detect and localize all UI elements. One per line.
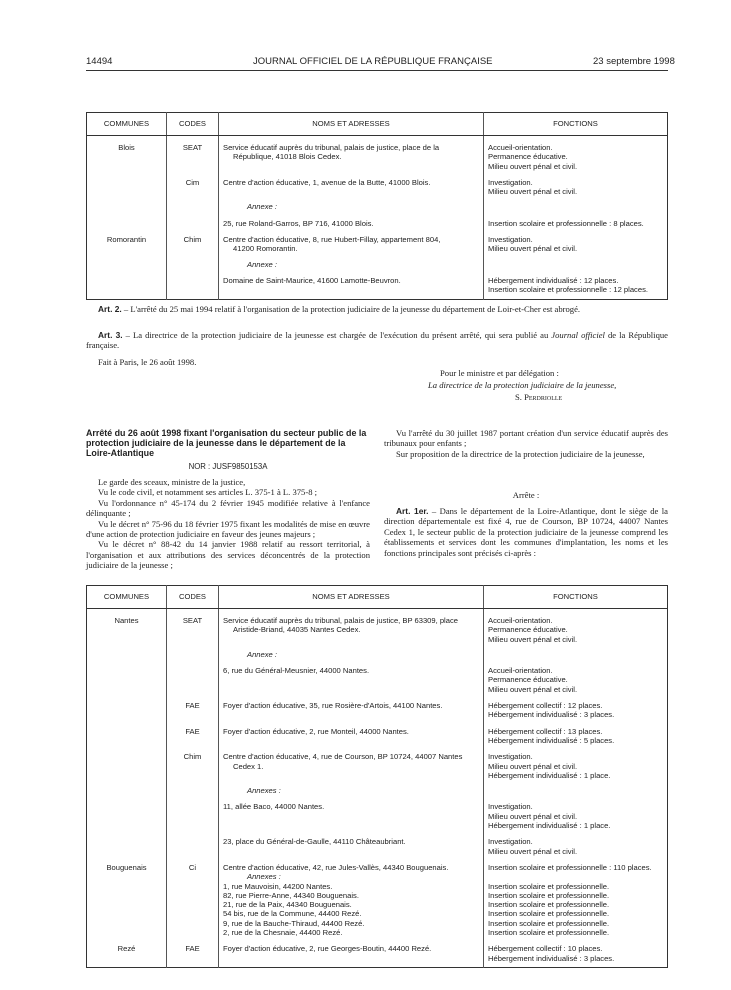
commune-cell — [87, 745, 167, 780]
table-row — [87, 196, 668, 211]
col-header-communes: COMMUNES — [87, 113, 167, 136]
commune-cell — [87, 212, 167, 228]
adresse-cell — [219, 212, 484, 228]
adresse-cell-line: Annexes : — [247, 786, 281, 796]
code-cell — [167, 919, 219, 928]
commune-cell — [87, 694, 167, 720]
fonctions-cell — [484, 659, 668, 694]
code-cell: Cim — [167, 171, 219, 197]
adresse-cell-line: Annexes : — [247, 872, 281, 882]
code-cell — [167, 780, 219, 795]
article-3-journal-name: Journal officiel — [551, 330, 605, 340]
adresse-cell-line: 23, place du Général-de-Gaulle, 44110 Châteaubriant. — [223, 837, 406, 847]
adresse-cell-line: Centre d'action éducative, 42, rue Jules-Vallès, 44340 Bouguenais. — [223, 862, 449, 872]
commune-cell: Rezé — [87, 937, 167, 967]
fonctions-cell-line: Hébergement individualisé : 1 place. — [488, 821, 611, 831]
fonctions-cell — [484, 212, 668, 228]
code-cell: FAE — [167, 720, 219, 746]
adresse-cell — [219, 937, 484, 967]
fonctions-cell — [484, 780, 668, 795]
fonctions-cell — [484, 254, 668, 269]
col-header-noms: NOMS ET ADRESSES — [219, 113, 484, 136]
adresse-cell-line: 6, rue du Général-Meusnier, 44000 Nantes. — [223, 666, 370, 676]
adresse-cell-line: 41200 Romorantin. — [233, 244, 298, 254]
fonctions-cell-line: Accueil-orientation. — [488, 666, 553, 676]
adresse-cell — [219, 919, 484, 928]
fonctions-cell — [484, 269, 668, 299]
fonctions-cell-line: Insertion scolaire et professionnelle : 8 places. — [488, 218, 644, 228]
adresse-cell-line: Annexe : — [247, 649, 277, 659]
signature-name: S. Perdriolle — [515, 392, 563, 402]
table-row — [87, 919, 668, 928]
commune-cell — [87, 254, 167, 269]
fonctions-cell-line: Hébergement individualisé : 1 place. — [488, 770, 611, 780]
article-2 — [86, 304, 668, 314]
fonctions-cell — [484, 919, 668, 928]
adresse-cell-line: Centre d'action éducative, 1, avenue de la Butte, 41000 Blois. — [223, 177, 431, 187]
visa-paragraph: Vu le décret n° 75-96 du 18 février 1975 fixant les modalités de mise en œuvre d'une action de protection judiciaire en faveur des jeunes majeurs ; — [86, 518, 370, 540]
commune-cell: Bouguenais — [87, 856, 167, 872]
fonctions-cell-line: Milieu ouvert pénal et civil. — [488, 634, 578, 644]
table-row — [87, 269, 668, 299]
adresse-cell — [219, 720, 484, 746]
adresse-cell-line: 54 bis, rue de la Commune, 44400 Rezé. — [223, 909, 362, 919]
article-3 — [86, 330, 668, 351]
adresse-cell-line: Annexe : — [247, 259, 277, 269]
commune-cell — [87, 830, 167, 856]
table-row — [87, 212, 668, 228]
visa-paragraph: Vu l'arrêté du 30 juillet 1987 portant création d'un service éducatif auprès des tribunaux pour enfants ; — [384, 428, 668, 449]
publication-date: 23 septembre 1998 — [593, 56, 675, 67]
article-3-text-a: – La directrice de la protection judiciaire de la jeunesse est chargée de l'exécution du présent arrêté, qui sera publié au — [122, 330, 552, 340]
fonctions-cell — [484, 196, 668, 211]
arrete-visas-left — [86, 477, 370, 571]
fonctions-cell-line: Milieu ouvert pénal et civil. — [488, 684, 578, 694]
adresse-cell-line: Centre d'action éducative, 4, rue de Courson, BP 10724, 44007 Nantes — [223, 752, 463, 762]
article-2-label: Art. 2. — [98, 304, 122, 314]
table-row — [87, 644, 668, 659]
table-row — [87, 720, 668, 746]
fonctions-cell-line: Permanence éducative. — [488, 625, 568, 635]
fonctions-cell — [484, 937, 668, 967]
adresse-cell-line: Cedex 1. — [233, 761, 264, 771]
adresse-cell — [219, 269, 484, 299]
fonctions-cell-line: Investigation. — [488, 235, 533, 245]
fonctions-cell-line: Accueil-orientation. — [488, 143, 553, 152]
table-row — [87, 171, 668, 197]
fonctions-cell-line: Hébergement individualisé : 3 places. — [488, 710, 615, 720]
adresse-cell — [219, 795, 484, 830]
fonctions-cell-line: Milieu ouvert pénal et civil. — [488, 244, 578, 254]
adresse-cell-line: 25, rue Roland-Garros, BP 716, 41000 Blois. — [223, 218, 374, 228]
article-1-label: Art. 1er. — [396, 506, 429, 516]
code-cell: Ci — [167, 856, 219, 872]
adresse-cell-line: République, 41018 Blois Cedex. — [233, 152, 342, 162]
fonctions-cell-line: Hébergement collectif : 12 places. — [488, 701, 603, 711]
commune-cell — [87, 882, 167, 891]
visa-paragraph: Vu le code civil, et notamment ses articles L. 375-1 à L. 375-8 ; — [98, 487, 318, 498]
commune-cell — [87, 659, 167, 694]
adresse-cell — [219, 609, 484, 644]
code-cell — [167, 196, 219, 211]
visa-paragraph: Le garde des sceaux, ministre de la justice, — [98, 477, 246, 487]
table-row — [87, 659, 668, 694]
table-row — [87, 900, 668, 909]
table-row — [87, 937, 668, 967]
signature-delegation: Pour le ministre et par délégation : — [440, 368, 559, 378]
fonctions-cell-line: Hébergement individualisé : 12 places. — [488, 275, 619, 285]
table-row — [87, 872, 668, 881]
fonctions-cell-line: Insertion scolaire et professionnelle. — [488, 890, 610, 900]
table-row — [87, 830, 668, 856]
fonctions-cell-line: Accueil-orientation. — [488, 616, 553, 625]
fonctions-cell — [484, 694, 668, 720]
adresse-cell-line: 2, rue de la Chesnaie, 44400 Rezé. — [223, 928, 343, 938]
code-cell — [167, 830, 219, 856]
article-1 — [384, 506, 668, 558]
fonctions-cell — [484, 136, 668, 171]
code-cell — [167, 891, 219, 900]
col-header-fonctions: FONCTIONS — [484, 113, 668, 136]
commune-cell: Romorantin — [87, 228, 167, 254]
fonctions-cell — [484, 228, 668, 254]
commune-cell — [87, 891, 167, 900]
fonctions-cell-line: Milieu ouvert pénal et civil. — [488, 161, 578, 171]
adresse-cell-line: 1, rue Mauvoisin, 44200 Nantes. — [223, 881, 333, 891]
fonctions-cell-line: Milieu ouvert pénal et civil. — [488, 846, 578, 856]
arrete-label: Arrête : — [512, 490, 540, 500]
code-cell — [167, 269, 219, 299]
fonctions-cell — [484, 745, 668, 780]
adresse-cell-line: 11, allée Baco, 44000 Nantes. — [223, 802, 325, 812]
code-cell: SEAT — [167, 136, 219, 171]
code-cell — [167, 928, 219, 937]
code-cell: Chim — [167, 228, 219, 254]
adresse-cell — [219, 694, 484, 720]
adresse-cell-line: Aristide-Briand, 44035 Nantes Cedex. — [233, 625, 361, 635]
adresse-cell — [219, 872, 484, 881]
commune-cell — [87, 928, 167, 937]
commune-cell — [87, 644, 167, 659]
table-row — [87, 254, 668, 269]
fonctions-cell-line: Hébergement individualisé : 3 places. — [488, 953, 615, 963]
commune-cell: Nantes — [87, 609, 167, 644]
fonctions-cell-line: Permanence éducative. — [488, 152, 568, 162]
article-3-label: Art. 3. — [98, 330, 123, 340]
commune-cell — [87, 780, 167, 795]
table-row — [87, 909, 668, 918]
signature-title: La directrice de la protection judiciaire de la jeunesse, — [428, 380, 617, 390]
fonctions-cell-line: Insertion scolaire et professionnelle. — [488, 909, 610, 919]
page-number: 14494 — [86, 56, 113, 67]
nor-reference: NOR : JUSF9850153A — [188, 462, 268, 471]
fonctions-cell — [484, 909, 668, 918]
fonctions-cell — [484, 872, 668, 881]
table-row — [87, 228, 668, 254]
commune-cell — [87, 171, 167, 197]
commune-cell — [87, 900, 167, 909]
adresse-cell — [219, 856, 484, 872]
fonctions-cell — [484, 830, 668, 856]
table-row — [87, 694, 668, 720]
code-cell — [167, 644, 219, 659]
table-row — [87, 780, 668, 795]
code-cell — [167, 795, 219, 830]
adresse-cell — [219, 171, 484, 197]
table-row — [87, 609, 668, 644]
fonctions-cell-line: Insertion scolaire et professionnelle : 12 places. — [488, 285, 648, 295]
adresse-cell — [219, 928, 484, 937]
table-blois-romorantin — [86, 112, 668, 300]
fonctions-cell — [484, 856, 668, 872]
table-row — [87, 928, 668, 937]
table-loire-atlantique — [86, 585, 668, 968]
commune-cell — [87, 196, 167, 211]
arrete-visas-right — [384, 428, 668, 459]
adresse-cell — [219, 659, 484, 694]
adresse-cell-line: Annexe : — [247, 202, 277, 212]
fait-a-paris: Fait à Paris, le 26 août 1998. — [98, 357, 197, 367]
fonctions-cell-line: Insertion scolaire et professionnelle. — [488, 918, 610, 928]
article-1-text: – Dans le département de la Loire-Atlantique, dont le siège de la direction départementale est fixé 4, rue de Courson, BP 10724, 44007 Nantes Cedex 1, le secteur public de la protection judiciaire de la jeunesse comprend les établissements et services dont les communes d'implantation, les noms et les fonctions principales sont précisés ci-après : — [384, 506, 668, 558]
journal-title: JOURNAL OFFICIEL DE LA RÉPUBLIQUE FRANÇAISE — [253, 56, 493, 67]
code-cell — [167, 882, 219, 891]
fonctions-cell-line: Investigation. — [488, 177, 533, 187]
fonctions-cell-line: Hébergement collectif : 10 places. — [488, 944, 603, 954]
adresse-cell-line: Foyer d'action éducative, 2, rue Georges-Boutin, 44400 Rezé. — [223, 944, 432, 954]
adresse-cell — [219, 780, 484, 795]
fonctions-cell-line: Investigation. — [488, 837, 533, 847]
commune-cell — [87, 269, 167, 299]
adresse-cell — [219, 644, 484, 659]
article-2-text: – L'arrêté du 25 mai 1994 relatif à l'organisation de la protection judiciaire de la jeunesse du département de Loir-et-Cher est abrogé. — [121, 304, 581, 314]
adresse-cell — [219, 830, 484, 856]
code-cell: FAE — [167, 694, 219, 720]
fonctions-cell — [484, 882, 668, 891]
code-cell: Chim — [167, 745, 219, 780]
col-header-codes: CODES — [167, 113, 219, 136]
table-row — [87, 891, 668, 900]
visa-paragraph: Sur proposition de la directrice de la protection judiciaire de la jeunesse, — [396, 448, 645, 459]
code-cell: SEAT — [167, 609, 219, 644]
fonctions-cell — [484, 720, 668, 746]
adresse-cell-line: Foyer d'action éducative, 35, rue Rosière-d'Artois, 44100 Nantes. — [223, 701, 443, 711]
code-cell — [167, 659, 219, 694]
fonctions-cell-line: Insertion scolaire et professionnelle. — [488, 881, 610, 891]
adresse-cell-line: Service éducatif auprès du tribunal, palais de justice, place de la — [223, 143, 440, 152]
adresse-cell — [219, 136, 484, 171]
table-row — [87, 882, 668, 891]
table-row — [87, 136, 668, 171]
fonctions-cell-line: Milieu ouvert pénal et civil. — [488, 187, 578, 197]
commune-cell — [87, 795, 167, 830]
fonctions-cell — [484, 928, 668, 937]
fonctions-cell-line: Insertion scolaire et professionnelle : 110 places. — [488, 862, 652, 872]
fonctions-cell-line: Permanence éducative. — [488, 675, 568, 685]
adresse-cell-line: Service éducatif auprès du tribunal, palais de justice, BP 63309, place — [223, 616, 458, 625]
commune-cell — [87, 872, 167, 881]
fonctions-cell — [484, 644, 668, 659]
commune-cell — [87, 919, 167, 928]
arrete-title: Arrêté du 26 août 1998 fixant l'organisation du secteur public de la protection judiciaire de la jeunesse dans le département de la Loire-Atlantique — [86, 428, 367, 459]
adresse-cell — [219, 254, 484, 269]
fonctions-cell — [484, 891, 668, 900]
col-header-codes: CODES — [167, 586, 219, 609]
adresse-cell-line: Centre d'action éducative, 8, rue Hubert-Fillay, appartement 804, — [223, 235, 441, 245]
adresse-cell-line: 9, rue de la Bauche-Thiraud, 44400 Rezé. — [223, 918, 365, 928]
adresse-cell — [219, 228, 484, 254]
table-row — [87, 795, 668, 830]
fonctions-cell-line: Investigation. — [488, 752, 533, 762]
commune-cell — [87, 909, 167, 918]
fonctions-cell — [484, 900, 668, 909]
code-cell — [167, 872, 219, 881]
fonctions-cell-line: Insertion scolaire et professionnelle. — [488, 928, 610, 938]
adresse-cell-line: Domaine de Saint-Maurice, 41600 Lamotte-Beuvron. — [223, 275, 401, 285]
table-row — [87, 856, 668, 872]
visa-paragraph: Vu le décret n° 88-42 du 14 janvier 1988 relatif au ressort territorial, à l'organisation et aux attributions des services déconcentrés de la protection judiciaire de la jeunesse ; — [86, 539, 370, 571]
fonctions-cell — [484, 171, 668, 197]
fonctions-cell — [484, 609, 668, 644]
code-cell — [167, 900, 219, 909]
adresse-cell — [219, 196, 484, 211]
adresse-cell-line: 82, rue Pierre-Anne, 44340 Bouguenais. — [223, 890, 359, 900]
adresse-cell — [219, 900, 484, 909]
code-cell: FAE — [167, 937, 219, 967]
commune-cell: Blois — [87, 136, 167, 171]
adresse-cell — [219, 745, 484, 780]
adresse-cell — [219, 882, 484, 891]
col-header-communes: COMMUNES — [87, 586, 167, 609]
adresse-cell-line: Foyer d'action éducative, 2, rue Monteil, 44000 Nantes. — [223, 726, 409, 736]
fonctions-cell-line: Milieu ouvert pénal et civil. — [488, 761, 578, 771]
code-cell — [167, 909, 219, 918]
visa-paragraph: Vu l'ordonnance n° 45-174 du 2 février 1945 modifiée relative à l'enfance délinquante ; — [86, 497, 370, 519]
adresse-cell-line: 21, rue de la Paix, 44340 Bouguenais. — [223, 900, 352, 910]
article-3-text-b: de la République française. — [86, 330, 668, 351]
fonctions-cell-line: Insertion scolaire et professionnelle. — [488, 900, 610, 910]
col-header-noms: NOMS ET ADRESSES — [219, 586, 484, 609]
code-cell — [167, 254, 219, 269]
fonctions-cell-line: Milieu ouvert pénal et civil. — [488, 811, 578, 821]
adresse-cell — [219, 891, 484, 900]
adresse-cell — [219, 909, 484, 918]
fonctions-cell-line: Hébergement individualisé : 5 places. — [488, 735, 615, 745]
header-rule — [86, 70, 668, 71]
commune-cell — [87, 720, 167, 746]
table-row — [87, 745, 668, 780]
fonctions-cell-line: Hébergement collectif : 13 places. — [488, 726, 603, 736]
fonctions-cell — [484, 795, 668, 830]
code-cell — [167, 212, 219, 228]
fonctions-cell-line: Investigation. — [488, 802, 533, 812]
col-header-fonctions: FONCTIONS — [484, 586, 668, 609]
